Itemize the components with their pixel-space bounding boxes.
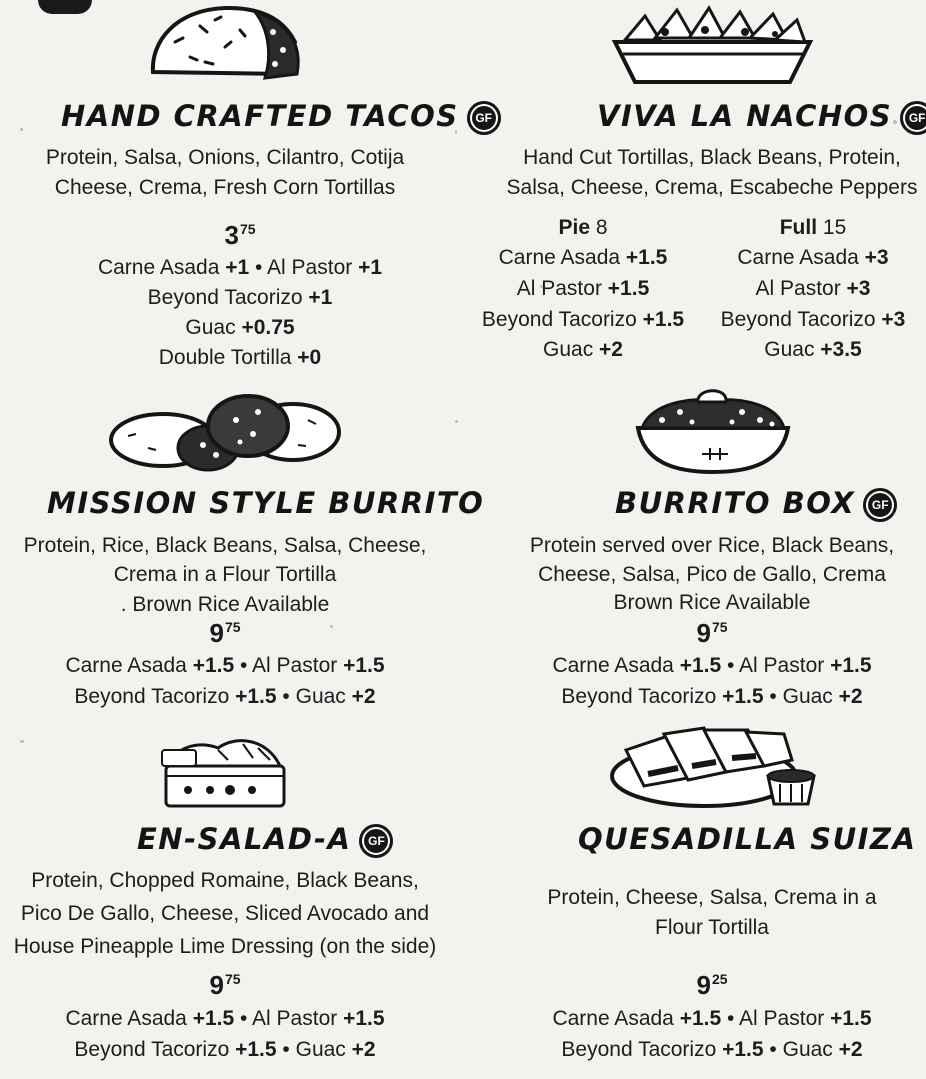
burrito-box-title: BURRITO BOX GF [615, 486, 897, 522]
salad-addon-line: Carne Asada +1.5 • Al Pastor +1.5 [65, 1007, 385, 1030]
quesadilla-title: QUESADILLA SUIZA [578, 822, 917, 856]
taco-addon-line: Guac +0.75 [185, 316, 295, 339]
nachos-icon [605, 2, 820, 88]
salad-addon-line: Beyond Tacorizo +1.5 • Guac +2 [74, 1038, 376, 1061]
nachos-pie-addon: Carne Asada +1.5 [498, 246, 668, 269]
nachos-full-addon: Beyond Tacorizo +3 [720, 308, 906, 331]
salad-price: $9^{75}$ [209, 970, 241, 1000]
taco-title: HAND CRAFTED TACOS GF [61, 99, 501, 135]
burrito-box-addon-line: Beyond Tacorizo +1.5 • Guac +2 [561, 685, 863, 708]
burrito-description-line: . Brown Rice Available [120, 593, 330, 616]
burrito-price: $9^{75}$ [209, 618, 241, 648]
nachos-pie-size: Pie 8 [558, 216, 608, 239]
burrito-box-price: $9^{75}$ [696, 618, 728, 648]
taco-addon-line: Double Tortilla +0 [158, 346, 322, 369]
burrito-box-description-line: Cheese, Salsa, Pico de Gallo, Crema [538, 563, 886, 586]
gluten-free-badge: GF [467, 101, 501, 135]
top-tab-marker [38, 0, 92, 14]
quesadilla-addon-line: Beyond Tacorizo +1.5 • Guac +2 [561, 1038, 863, 1061]
quesadilla-price: $9^{25}$ [696, 970, 728, 1000]
nachos-title: VIVA LA NACHOS GF [597, 99, 926, 135]
taco-addon-line: Beyond Tacorizo +1 [147, 286, 333, 309]
burrito-box-addon-line: Carne Asada +1.5 • Al Pastor +1.5 [552, 654, 872, 677]
taco-addon-line: Carne Asada +1 • Al Pastor +1 [97, 256, 383, 279]
taco-description-line: Cheese, Crema, Fresh Corn Tortillas [54, 176, 396, 199]
quesadilla-description-line: Protein, Cheese, Salsa, Crema in a [547, 886, 877, 909]
burrito-description-line: Crema in a Flour Tortilla [113, 563, 337, 586]
salad-icon [158, 730, 290, 810]
burrito-bowl-icon [632, 384, 794, 476]
taco-price: $3^{75}$ [224, 220, 256, 250]
paper-speck [455, 420, 458, 423]
nachos-full-size: Full 15 [779, 216, 847, 239]
gluten-free-badge: GF [900, 101, 926, 135]
nachos-pie-addon: Guac +2 [543, 338, 623, 361]
burrito-title: MISSION STYLE BURRITO [47, 486, 485, 520]
burrito-description-line: Protein, Rice, Black Beans, Salsa, Cheese, [23, 534, 427, 557]
nachos-pie-addon: Beyond Tacorizo +1.5 [481, 308, 685, 331]
nachos-pie-addon: Al Pastor +1.5 [516, 277, 650, 300]
taco-icon [145, 2, 305, 84]
nachos-full-addon: Al Pastor +3 [755, 277, 871, 300]
nachos-full-addon: Carne Asada +3 [737, 246, 889, 269]
gluten-free-badge: GF [863, 488, 897, 522]
salad-description-line: Pico De Gallo, Cheese, Sliced Avocado and [20, 902, 430, 925]
taco-description-line: Protein, Salsa, Onions, Cilantro, Cotija [45, 146, 405, 169]
burrito-icon [108, 390, 343, 474]
salad-description-line: Protein, Chopped Romaine, Black Beans, [31, 869, 419, 892]
salad-description-line: House Pineapple Lime Dressing (on the side) [13, 935, 437, 958]
paper-speck [20, 740, 24, 743]
nachos-description-line: Salsa, Cheese, Crema, Escabeche Peppers [506, 176, 918, 199]
burrito-addon-line: Carne Asada +1.5 • Al Pastor +1.5 [65, 654, 385, 677]
salad-title: EN-SALAD-A GF [137, 822, 393, 858]
quesadilla-addon-line: Carne Asada +1.5 • Al Pastor +1.5 [552, 1007, 872, 1030]
nachos-description-line: Hand Cut Tortillas, Black Beans, Protein, [523, 146, 901, 169]
gluten-free-badge: GF [359, 824, 393, 858]
quesadilla-icon [608, 726, 820, 812]
burrito-box-description-line: Brown Rice Available [613, 591, 811, 614]
quesadilla-description-line: Flour Tortilla [655, 916, 769, 939]
burrito-addon-line: Beyond Tacorizo +1.5 • Guac +2 [74, 685, 376, 708]
burrito-box-description-line: Protein served over Rice, Black Beans, [529, 534, 895, 557]
paper-speck [330, 625, 333, 628]
paper-speck [20, 128, 23, 131]
nachos-full-addon: Guac +3.5 [764, 338, 862, 361]
